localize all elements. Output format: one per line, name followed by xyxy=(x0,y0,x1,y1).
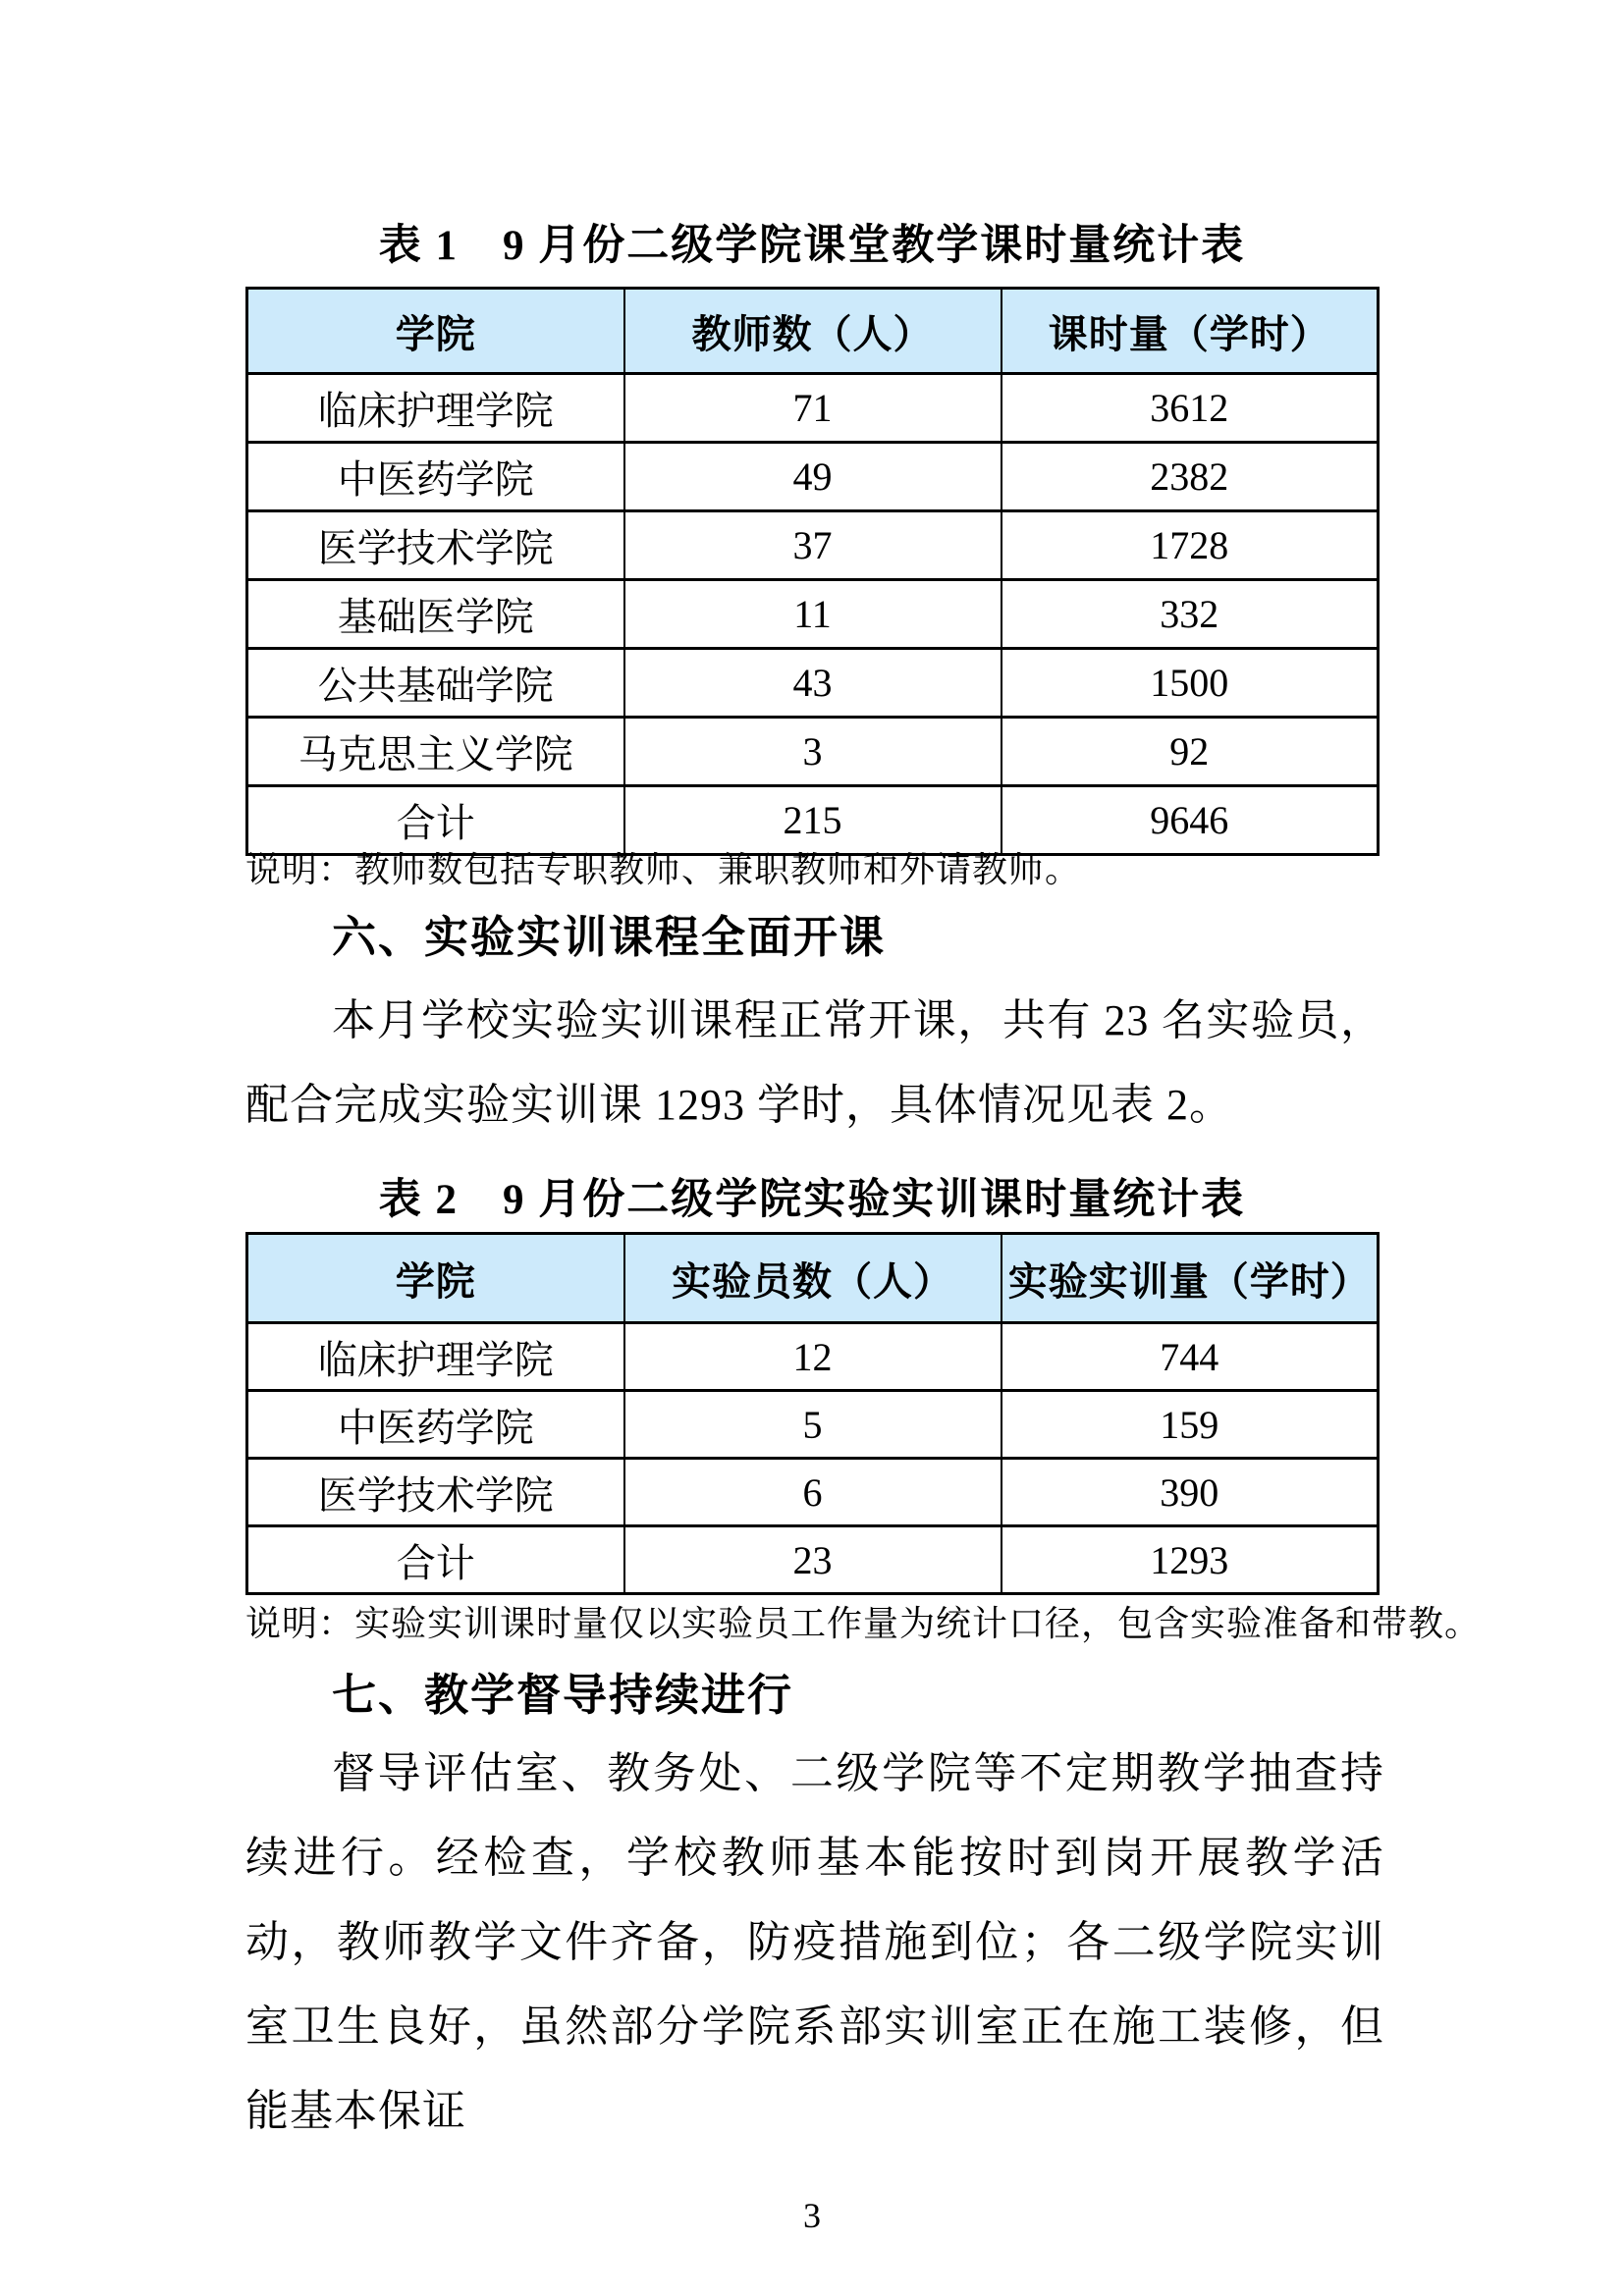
table1-header-row xyxy=(247,289,1379,374)
table-row xyxy=(247,1459,1379,1526)
table2-header-row xyxy=(247,1234,1379,1323)
table2-note: 说明：实验实训课时量仅以实验员工作量为统计口径，包含实验准备和带教。 xyxy=(245,1604,1482,1643)
table2-title: 表 2 9 月份二级学院实验实训课时量统计表 xyxy=(378,1177,1246,1223)
hours-value: 332 xyxy=(1001,580,1379,649)
table-row xyxy=(247,511,1379,580)
table-row xyxy=(247,1391,1379,1459)
teacher-count: 3 xyxy=(624,718,1001,786)
table-row xyxy=(247,1323,1379,1391)
table1-note: 说明：教师数包括专职教师、兼职教师和外请教师。 xyxy=(245,850,1082,889)
total-hours: 9646 xyxy=(1001,786,1379,855)
table-row xyxy=(247,580,1379,649)
lab-hours-value: 390 xyxy=(1001,1459,1379,1526)
table-row xyxy=(247,374,1379,443)
lab-staff-count: 12 xyxy=(624,1323,1001,1391)
college-name: 医学技术学院 xyxy=(247,1459,624,1526)
teacher-count: 43 xyxy=(624,649,1001,718)
table1-header-teacher-count: 教师数（人） xyxy=(624,289,1001,374)
college-name: 基础医学院 xyxy=(247,580,624,649)
lab-hours-value: 159 xyxy=(1001,1391,1379,1459)
total-label: 合计 xyxy=(247,786,624,855)
college-name: 医学技术学院 xyxy=(247,511,624,580)
hours-value: 2382 xyxy=(1001,443,1379,511)
total-label: 合计 xyxy=(247,1526,624,1594)
table2-header-lab-hours: 实验实训量（学时） xyxy=(1001,1234,1379,1323)
table-row xyxy=(247,718,1379,786)
total-lab-staff-count: 23 xyxy=(624,1526,1001,1594)
table1-header-hours: 课时量（学时） xyxy=(1001,289,1379,374)
table2-lab-hours xyxy=(245,1232,1380,1595)
teacher-count: 71 xyxy=(624,374,1001,443)
table-row xyxy=(247,649,1379,718)
page-number: 3 xyxy=(803,2196,821,2235)
table1-course-hours xyxy=(245,287,1380,856)
college-name: 临床护理学院 xyxy=(247,1323,624,1391)
table-total-row xyxy=(247,1526,1379,1594)
college-name: 中医药学院 xyxy=(247,443,624,511)
total-teacher-count: 215 xyxy=(624,786,1001,855)
table2-header-lab-staff-count: 实验员数（人） xyxy=(624,1234,1001,1323)
teacher-count: 37 xyxy=(624,511,1001,580)
college-name: 临床护理学院 xyxy=(247,374,624,443)
hours-value: 92 xyxy=(1001,718,1379,786)
section6-heading: 六、实验实训课程全面开课 xyxy=(332,913,887,962)
table2-header-college: 学院 xyxy=(247,1234,624,1323)
teacher-count: 49 xyxy=(624,443,1001,511)
college-name: 中医药学院 xyxy=(247,1391,624,1459)
teacher-count: 11 xyxy=(624,580,1001,649)
hours-value: 3612 xyxy=(1001,374,1379,443)
hours-value: 1500 xyxy=(1001,649,1379,718)
lab-hours-value: 744 xyxy=(1001,1323,1379,1391)
section7-heading: 七、教学督导持续进行 xyxy=(332,1671,794,1720)
table1-header-college: 学院 xyxy=(247,289,624,374)
hours-value: 1728 xyxy=(1001,511,1379,580)
college-name: 马克思主义学院 xyxy=(247,718,624,786)
section7-paragraph: 督导评估室、教务处、二级学院等不定期教学抽查持续进行。经检查，学校教师基本能按时到岗开展教学活动，教师教学文件齐备，防疫措施到位；各二级学院实训室卫生良好，虽然部分学院系部实训室正在施工装修，但能基本保证 xyxy=(245,1749,1384,2135)
section6-paragraph: 本月学校实验实训课程正常开课，共有 23 名实验员，配合完成实验实训课 1293 学时，具体情况见表 2。 xyxy=(245,996,1384,1129)
lab-staff-count: 5 xyxy=(624,1391,1001,1459)
table1-title: 表 1 9 月份二级学院课堂教学课时量统计表 xyxy=(378,223,1246,269)
total-lab-hours: 1293 xyxy=(1001,1526,1379,1594)
lab-staff-count: 6 xyxy=(624,1459,1001,1526)
college-name: 公共基础学院 xyxy=(247,649,624,718)
table-row xyxy=(247,443,1379,511)
